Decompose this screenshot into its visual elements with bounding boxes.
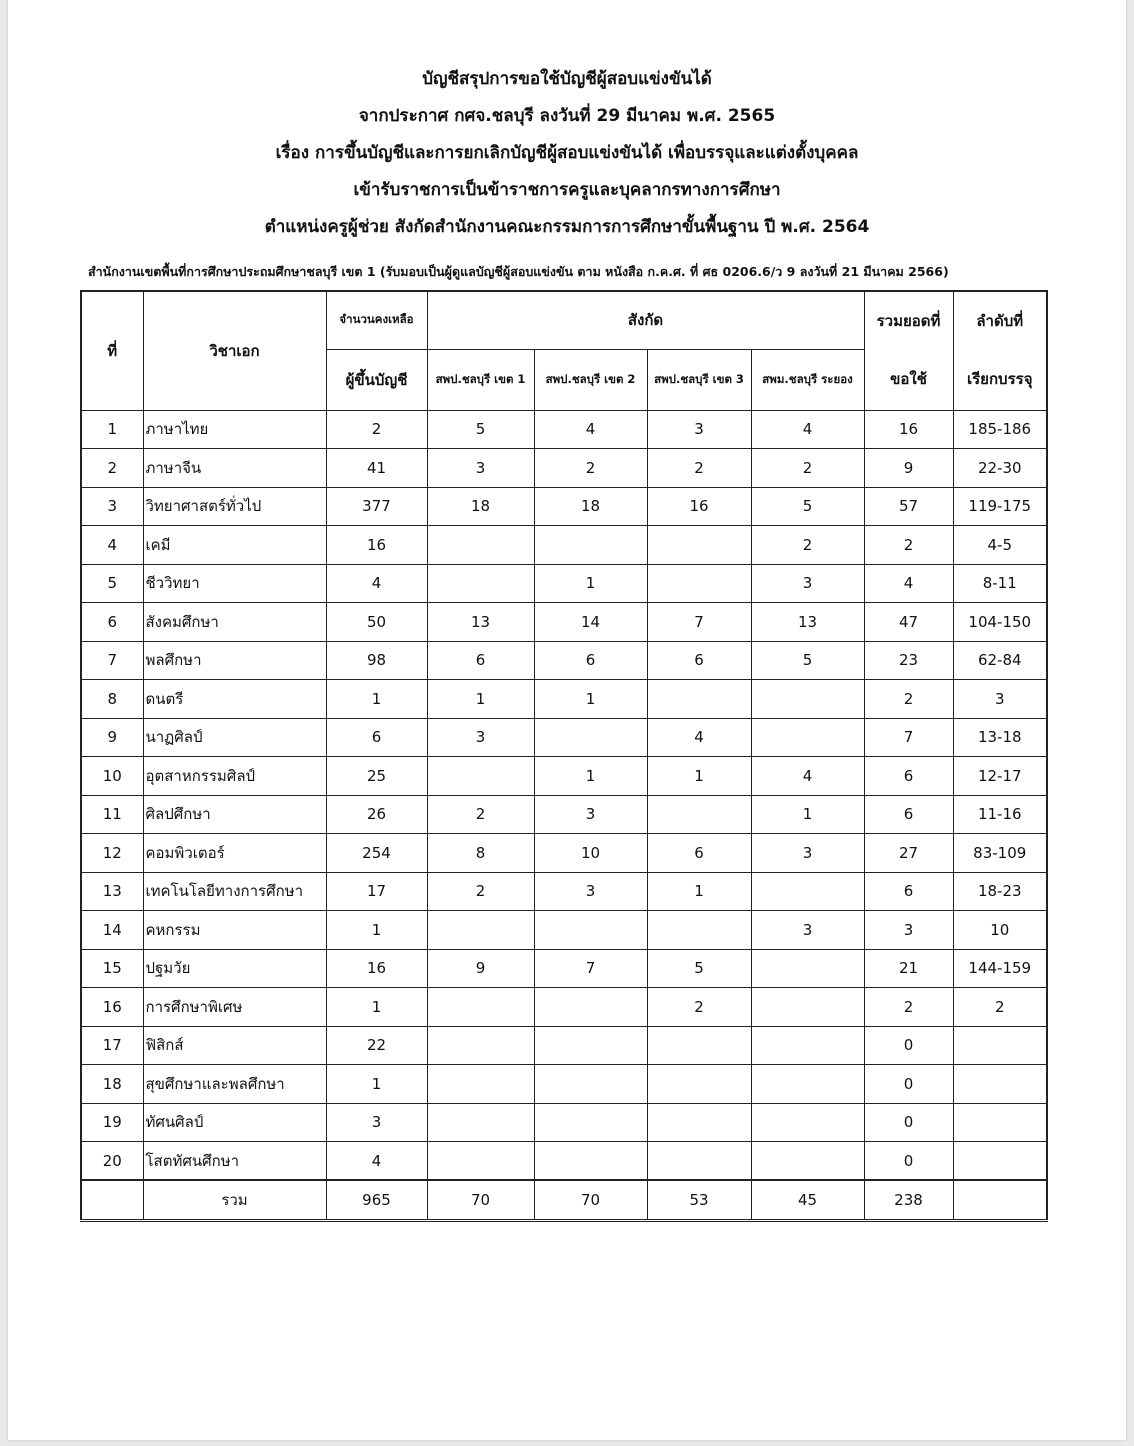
row-aff-1: 9: [427, 949, 534, 988]
row-remaining: 377: [326, 487, 427, 526]
row-subject: สังคมศึกษา: [143, 603, 326, 642]
header-aff-2: สพป.ชลบุรี เขต 2: [534, 349, 647, 410]
row-aff-4: [751, 1142, 864, 1181]
row-aff-4: [751, 1103, 864, 1142]
row-aff-4: 4: [751, 410, 864, 449]
row-aff-3: 2: [647, 988, 751, 1027]
header-aff-4: สพม.ชลบุรี ระยอง: [751, 349, 864, 410]
row-rank: 8-11: [953, 564, 1047, 603]
row-aff-2: 4: [534, 410, 647, 449]
row-no: 11: [81, 795, 143, 834]
row-aff-4: 13: [751, 603, 864, 642]
row-subject: เทคโนโลยีทางการศึกษา: [143, 872, 326, 911]
row-no: 8: [81, 680, 143, 719]
row-aff-3: [647, 1026, 751, 1065]
row-no: 12: [81, 834, 143, 873]
row-aff-1: [427, 564, 534, 603]
header-total-bottom: ขอใช้: [864, 349, 953, 410]
table-row: [81, 641, 1047, 680]
row-total: 21: [864, 949, 953, 988]
row-aff-2: [534, 526, 647, 565]
row-remaining: 16: [326, 526, 427, 565]
row-subject: วิทยาศาสตร์ทั่วไป: [143, 487, 326, 526]
row-aff-2: 2: [534, 449, 647, 488]
title-line-5: ตำแหน่งครูผู้ช่วย สังกัดสำนักงานคณะกรรมการการศึกษาขั้นพื้นฐาน ปี พ.ศ. 2564: [264, 217, 870, 237]
row-remaining: 1: [326, 680, 427, 719]
row-no: 15: [81, 949, 143, 988]
row-aff-3: 5: [647, 949, 751, 988]
table-row: [81, 718, 1047, 757]
header-total-top: รวมยอดที่: [864, 291, 953, 349]
table-row: [81, 526, 1047, 565]
row-rank: 18-23: [953, 872, 1047, 911]
row-aff-4: 4: [751, 757, 864, 796]
row-total: 0: [864, 1065, 953, 1104]
row-aff-4: [751, 1026, 864, 1065]
row-total: 23: [864, 641, 953, 680]
row-subject: นาฏศิลป์: [143, 718, 326, 757]
row-remaining: 1: [326, 1065, 427, 1104]
row-rank: 22-30: [953, 449, 1047, 488]
row-aff-3: 6: [647, 834, 751, 873]
row-remaining: 2: [326, 410, 427, 449]
row-no: 18: [81, 1065, 143, 1104]
row-rank: 2: [953, 988, 1047, 1027]
row-subject: ทัศนศิลป์: [143, 1103, 326, 1142]
total-row: [81, 1180, 1047, 1220]
title-line-3: เรื่อง การขึ้นบัญชีและการยกเลิกบัญชีผู้สอบแข่งขันได้ เพื่อบรรจุและแต่งตั้งบุคคล: [275, 143, 859, 163]
row-rank: 4-5: [953, 526, 1047, 565]
row-subject: ภาษาไทย: [143, 410, 326, 449]
row-rank: 3: [953, 680, 1047, 719]
row-aff-4: [751, 949, 864, 988]
row-total: 2: [864, 988, 953, 1027]
header-subject: วิชาเอก: [143, 291, 326, 410]
row-remaining: 6: [326, 718, 427, 757]
table-row: [81, 988, 1047, 1027]
header-aff-1: สพป.ชลบุรี เขต 1: [427, 349, 534, 410]
title-line-2: จากประกาศ กศจ.ชลบุรี ลงวันที่ 29 มีนาคม พ.ศ. 2565: [358, 106, 776, 126]
row-aff-3: [647, 1142, 751, 1181]
row-subject: ภาษาจีน: [143, 449, 326, 488]
row-aff-1: [427, 526, 534, 565]
row-remaining: 16: [326, 949, 427, 988]
row-aff-1: 6: [427, 641, 534, 680]
row-aff-4: [751, 718, 864, 757]
row-subject: ศิลปศึกษา: [143, 795, 326, 834]
row-remaining: 50: [326, 603, 427, 642]
row-aff-3: [647, 564, 751, 603]
row-rank: 83-109: [953, 834, 1047, 873]
row-total: 6: [864, 872, 953, 911]
table-row: [81, 834, 1047, 873]
row-aff-3: [647, 680, 751, 719]
total-remaining: 965: [326, 1180, 427, 1220]
row-no: 9: [81, 718, 143, 757]
row-aff-4: [751, 988, 864, 1027]
summary-table: [80, 290, 1048, 1222]
row-aff-3: [647, 526, 751, 565]
row-total: 0: [864, 1103, 953, 1142]
row-aff-4: 2: [751, 449, 864, 488]
row-remaining: 4: [326, 1142, 427, 1181]
row-remaining: 1: [326, 911, 427, 950]
row-aff-2: [534, 1065, 647, 1104]
row-subject: โสตทัศนศึกษา: [143, 1142, 326, 1181]
row-subject: เคมี: [143, 526, 326, 565]
row-subject: พลศึกษา: [143, 641, 326, 680]
row-no: 19: [81, 1103, 143, 1142]
row-total: 47: [864, 603, 953, 642]
table-row: [81, 680, 1047, 719]
row-aff-1: [427, 1065, 534, 1104]
row-aff-2: [534, 911, 647, 950]
row-aff-2: [534, 1103, 647, 1142]
total-aff-2: 70: [534, 1180, 647, 1220]
row-rank: [953, 1142, 1047, 1181]
row-subject: ปฐมวัย: [143, 949, 326, 988]
table-row: [81, 487, 1047, 526]
row-rank: 144-159: [953, 949, 1047, 988]
row-aff-3: 2: [647, 449, 751, 488]
row-remaining: 25: [326, 757, 427, 796]
row-no: 6: [81, 603, 143, 642]
row-total: 2: [864, 526, 953, 565]
table-body: [81, 410, 1047, 1180]
row-aff-3: 1: [647, 872, 751, 911]
row-remaining: 41: [326, 449, 427, 488]
row-total: 27: [864, 834, 953, 873]
row-remaining: 3: [326, 1103, 427, 1142]
table-row: [81, 911, 1047, 950]
row-no: 16: [81, 988, 143, 1027]
row-no: 7: [81, 641, 143, 680]
row-aff-2: 6: [534, 641, 647, 680]
row-subject: ฟิสิกส์: [143, 1026, 326, 1065]
row-aff-3: 7: [647, 603, 751, 642]
header-no: ที่: [81, 291, 143, 410]
row-aff-1: 18: [427, 487, 534, 526]
row-subject: สุขศึกษาและพลศึกษา: [143, 1065, 326, 1104]
row-aff-2: 1: [534, 564, 647, 603]
row-remaining: 254: [326, 834, 427, 873]
row-total: 4: [864, 564, 953, 603]
table-row: [81, 603, 1047, 642]
row-subject: ดนตรี: [143, 680, 326, 719]
header-remaining-top: จำนวนคงเหลือ: [326, 291, 427, 349]
row-rank: 12-17: [953, 757, 1047, 796]
row-aff-1: 5: [427, 410, 534, 449]
table-row: [81, 1142, 1047, 1181]
row-aff-3: 16: [647, 487, 751, 526]
row-no: 3: [81, 487, 143, 526]
row-remaining: 22: [326, 1026, 427, 1065]
title-line-1: บัญชีสรุปการขอใช้บัญชีผู้สอบแข่งขันได้: [422, 69, 712, 89]
row-no: 20: [81, 1142, 143, 1181]
row-aff-1: [427, 1142, 534, 1181]
row-aff-4: 3: [751, 911, 864, 950]
row-aff-4: [751, 1065, 864, 1104]
table-row: [81, 1026, 1047, 1065]
row-aff-2: 7: [534, 949, 647, 988]
row-aff-2: 10: [534, 834, 647, 873]
row-remaining: 17: [326, 872, 427, 911]
row-total: 2: [864, 680, 953, 719]
row-rank: [953, 1065, 1047, 1104]
document-page: [8, 0, 1126, 1440]
row-aff-1: 3: [427, 718, 534, 757]
row-aff-4: 2: [751, 526, 864, 565]
row-aff-2: [534, 1026, 647, 1065]
row-subject: ชีววิทยา: [143, 564, 326, 603]
row-aff-1: 2: [427, 795, 534, 834]
header-aff-3: สพป.ชลบุรี เขต 3: [647, 349, 751, 410]
row-aff-1: [427, 911, 534, 950]
row-aff-4: 5: [751, 641, 864, 680]
header-affiliation: สังกัด: [427, 291, 864, 349]
total-rank: [953, 1180, 1047, 1220]
table-row: [81, 410, 1047, 449]
row-subject: คหกรรม: [143, 911, 326, 950]
row-rank: 185-186: [953, 410, 1047, 449]
row-subject: การศึกษาพิเศษ: [143, 988, 326, 1027]
row-remaining: 1: [326, 988, 427, 1027]
row-no: 10: [81, 757, 143, 796]
row-total: 6: [864, 757, 953, 796]
row-subject: อุตสาหกรรมศิลป์: [143, 757, 326, 796]
row-aff-3: [647, 1065, 751, 1104]
header-rank-top: ลำดับที่: [953, 291, 1047, 349]
row-no: 4: [81, 526, 143, 565]
row-rank: 11-16: [953, 795, 1047, 834]
row-aff-1: 3: [427, 449, 534, 488]
row-aff-1: 1: [427, 680, 534, 719]
row-total: 3: [864, 911, 953, 950]
row-no: 1: [81, 410, 143, 449]
row-no: 13: [81, 872, 143, 911]
row-total: 16: [864, 410, 953, 449]
row-aff-1: 13: [427, 603, 534, 642]
row-aff-2: [534, 718, 647, 757]
row-aff-1: [427, 1103, 534, 1142]
row-rank: 119-175: [953, 487, 1047, 526]
table-row: [81, 1065, 1047, 1104]
row-aff-4: 5: [751, 487, 864, 526]
row-aff-1: [427, 988, 534, 1027]
row-remaining: 98: [326, 641, 427, 680]
row-rank: 62-84: [953, 641, 1047, 680]
row-rank: 104-150: [953, 603, 1047, 642]
row-aff-3: 6: [647, 641, 751, 680]
row-aff-3: [647, 911, 751, 950]
row-aff-3: 4: [647, 718, 751, 757]
total-cell-no: [81, 1180, 143, 1220]
row-total: 6: [864, 795, 953, 834]
row-aff-4: 1: [751, 795, 864, 834]
row-rank: [953, 1103, 1047, 1142]
total-label: รวม: [143, 1180, 326, 1220]
row-aff-3: 3: [647, 410, 751, 449]
document-subtitle: สำนักงานเขตพื้นที่การศึกษาประถมศึกษาชลบุรี เขต 1 (รับมอบเป็นผู้ดูแลบัญชีผู้สอบแข่งขัน ตาม หนังสือ ก.ค.ศ. ที่ ศธ 0206.6/ว 9 ลงวันที่ 21 มีนาคม 2566): [88, 264, 949, 279]
row-total: 0: [864, 1026, 953, 1065]
row-aff-1: [427, 757, 534, 796]
row-aff-2: 3: [534, 872, 647, 911]
header-remaining-bottom: ผู้ขึ้นบัญชี: [326, 349, 427, 410]
row-aff-2: [534, 1142, 647, 1181]
row-aff-2: 18: [534, 487, 647, 526]
table-row: [81, 757, 1047, 796]
row-aff-4: [751, 680, 864, 719]
row-total: 57: [864, 487, 953, 526]
row-aff-1: 8: [427, 834, 534, 873]
row-rank: [953, 1026, 1047, 1065]
row-aff-2: 3: [534, 795, 647, 834]
total-sum: 238: [864, 1180, 953, 1220]
table-row: [81, 872, 1047, 911]
total-aff-4: 45: [751, 1180, 864, 1220]
row-remaining: 26: [326, 795, 427, 834]
row-remaining: 4: [326, 564, 427, 603]
table-row: [81, 449, 1047, 488]
row-aff-1: [427, 1026, 534, 1065]
row-aff-1: 2: [427, 872, 534, 911]
table-row: [81, 795, 1047, 834]
row-no: 17: [81, 1026, 143, 1065]
row-subject: คอมพิวเตอร์: [143, 834, 326, 873]
row-no: 5: [81, 564, 143, 603]
row-aff-2: 14: [534, 603, 647, 642]
table-row: [81, 564, 1047, 603]
row-aff-3: [647, 1103, 751, 1142]
total-aff-1: 70: [427, 1180, 534, 1220]
row-aff-2: 1: [534, 757, 647, 796]
row-no: 2: [81, 449, 143, 488]
row-total: 7: [864, 718, 953, 757]
document-title-block: [8, 70, 1126, 255]
row-aff-4: [751, 872, 864, 911]
row-rank: 13-18: [953, 718, 1047, 757]
row-total: 0: [864, 1142, 953, 1181]
header-rank-bottom: เรียกบรรจุ: [953, 349, 1047, 410]
row-aff-3: 1: [647, 757, 751, 796]
row-aff-4: 3: [751, 564, 864, 603]
table-row: [81, 1103, 1047, 1142]
row-aff-2: [534, 988, 647, 1027]
row-rank: 10: [953, 911, 1047, 950]
row-aff-4: 3: [751, 834, 864, 873]
row-no: 14: [81, 911, 143, 950]
row-aff-3: [647, 795, 751, 834]
row-total: 9: [864, 449, 953, 488]
total-aff-3: 53: [647, 1180, 751, 1220]
table-row: [81, 949, 1047, 988]
row-aff-2: 1: [534, 680, 647, 719]
title-line-4: เข้ารับราชการเป็นข้าราชการครูและบุคลากรทางการศึกษา: [353, 180, 781, 200]
